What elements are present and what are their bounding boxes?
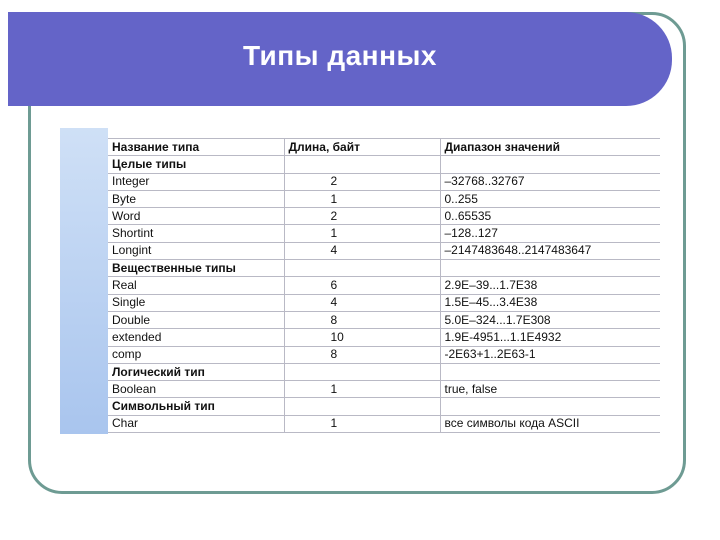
byte-length-cell [284, 156, 440, 173]
header-type-name: Название типа [108, 139, 284, 156]
type-name-cell: Word [108, 208, 284, 225]
byte-length-cell: 10 [284, 329, 440, 346]
table-group-row [108, 398, 660, 415]
byte-length-cell: 2 [284, 173, 440, 190]
value-range-cell: –128..127 [440, 225, 660, 242]
title-underline [44, 107, 644, 110]
byte-length-cell: 1 [284, 381, 440, 398]
table-row [108, 242, 660, 259]
header-length-bytes: Длина, байт [284, 139, 440, 156]
value-range-cell: 5.0E–324...1.7E308 [440, 311, 660, 328]
table-group-row [108, 363, 660, 380]
type-name-cell: Вещественные типы [108, 260, 284, 277]
value-range-cell [440, 156, 660, 173]
data-types-table [108, 138, 660, 433]
type-name-cell: Целые типы [108, 156, 284, 173]
table-row [108, 346, 660, 363]
table-row [108, 208, 660, 225]
table-row [108, 381, 660, 398]
value-range-cell: 0..255 [440, 190, 660, 207]
table-row [108, 173, 660, 190]
type-name-cell: Real [108, 277, 284, 294]
byte-length-cell: 2 [284, 208, 440, 225]
value-range-cell: true, false [440, 381, 660, 398]
byte-length-cell: 6 [284, 277, 440, 294]
byte-length-cell: 8 [284, 311, 440, 328]
byte-length-cell [284, 260, 440, 277]
value-range-cell [440, 398, 660, 415]
type-name-cell: Символьный тип [108, 398, 284, 415]
type-name-cell: comp [108, 346, 284, 363]
byte-length-cell: 1 [284, 415, 440, 432]
value-range-cell: –2147483648..2147483647 [440, 242, 660, 259]
byte-length-cell [284, 363, 440, 380]
value-range-cell: 1.5E–45...3.4E38 [440, 294, 660, 311]
table-row [108, 294, 660, 311]
type-name-cell: extended [108, 329, 284, 346]
header-value-range: Диапазон значений [440, 139, 660, 156]
table-row [108, 311, 660, 328]
table-group-row [108, 260, 660, 277]
type-name-cell: Логический тип [108, 363, 284, 380]
table-row [108, 415, 660, 432]
table-group-row [108, 156, 660, 173]
table-row [108, 277, 660, 294]
value-range-cell: –32768..32767 [440, 173, 660, 190]
type-name-cell: Byte [108, 190, 284, 207]
byte-length-cell: 1 [284, 225, 440, 242]
table-row [108, 225, 660, 242]
byte-length-cell: 4 [284, 242, 440, 259]
value-range-cell: 0..65535 [440, 208, 660, 225]
table-row [108, 190, 660, 207]
type-name-cell: Integer [108, 173, 284, 190]
type-name-cell: Single [108, 294, 284, 311]
decorative-side-strip [60, 128, 108, 434]
table-row [108, 329, 660, 346]
value-range-cell: 1.9E-4951...1.1E4932 [440, 329, 660, 346]
value-range-cell [440, 260, 660, 277]
type-name-cell: Shortint [108, 225, 284, 242]
slide-title: Типы данных [242, 40, 437, 71]
value-range-cell: 2.9E–39...1.7E38 [440, 277, 660, 294]
byte-length-cell: 4 [284, 294, 440, 311]
value-range-cell [440, 363, 660, 380]
type-name-cell: Longint [108, 242, 284, 259]
value-range-cell: все символы кода ASCII [440, 415, 660, 432]
value-range-cell: -2E63+1..2E63-1 [440, 346, 660, 363]
type-name-cell: Boolean [108, 381, 284, 398]
table-header-row [108, 139, 660, 156]
type-name-cell: Double [108, 311, 284, 328]
byte-length-cell: 1 [284, 190, 440, 207]
byte-length-cell: 8 [284, 346, 440, 363]
byte-length-cell [284, 398, 440, 415]
type-name-cell: Char [108, 415, 284, 432]
